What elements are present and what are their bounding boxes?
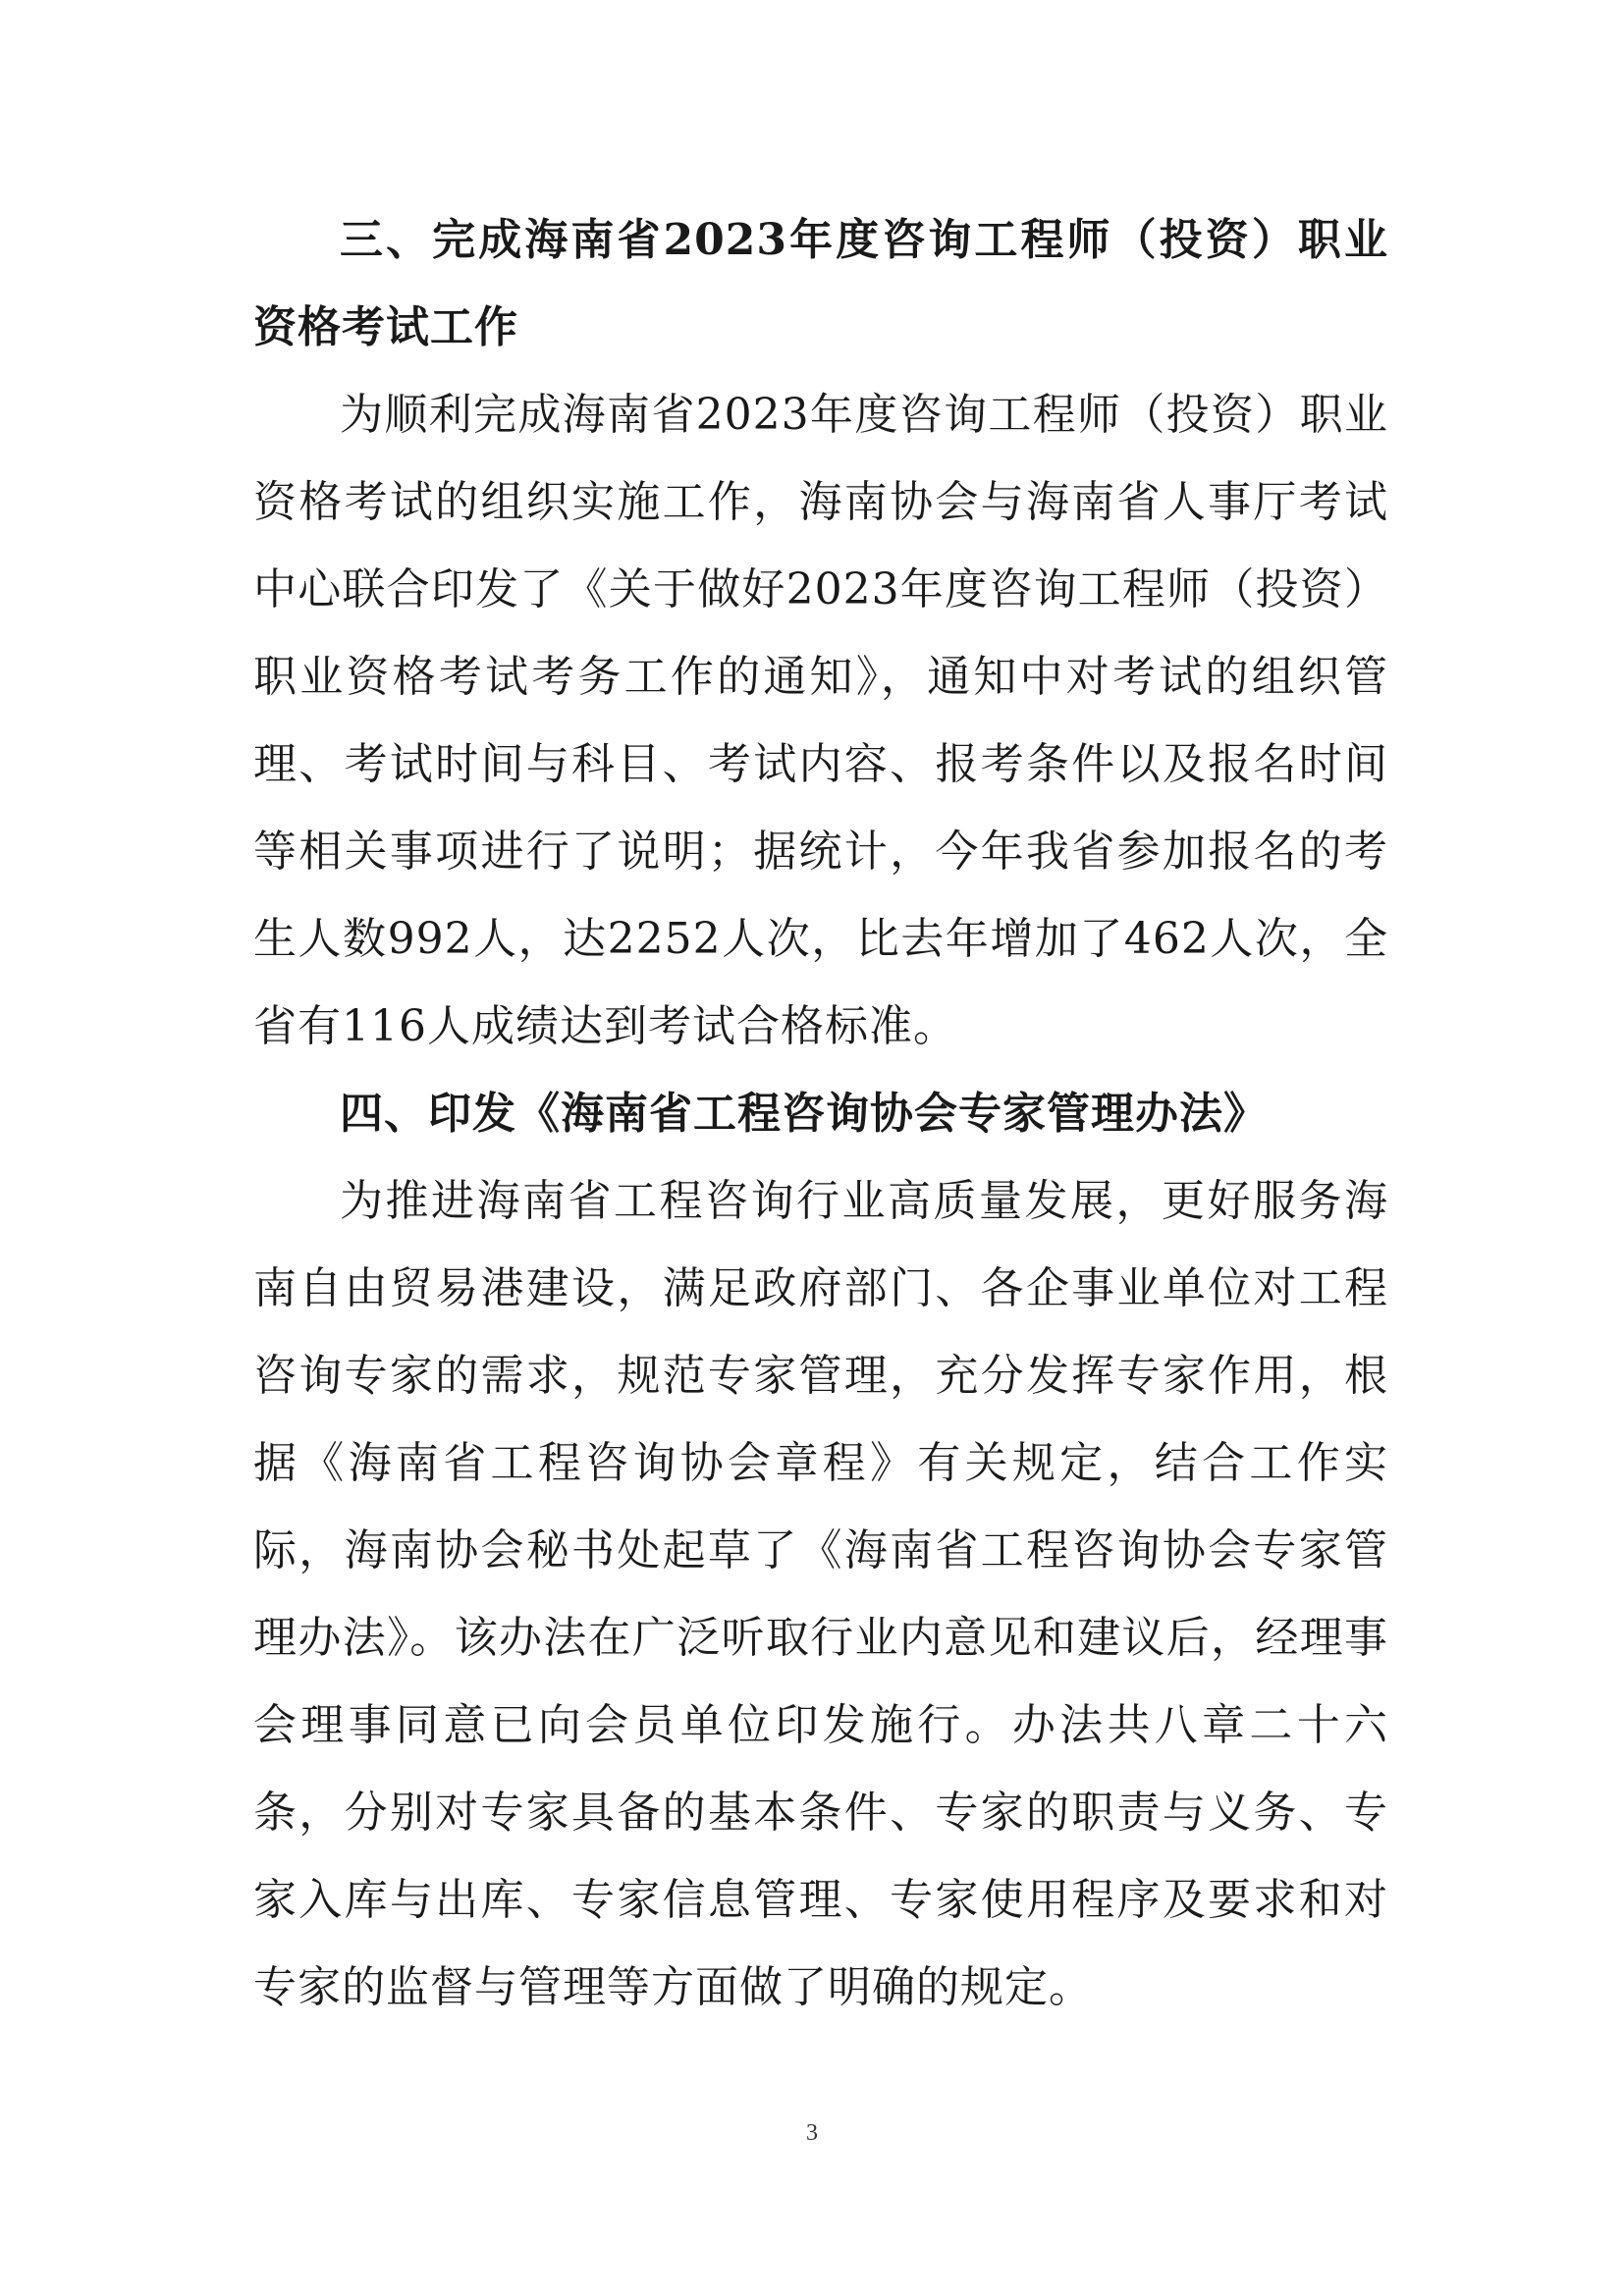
section-3-heading: 三、完成海南省2023年度咨询工程师（投资）职业资格考试工作	[253, 215, 1388, 352]
section-4-body: 为推进海南省工程咨询行业高质量发展，更好服务海南自由贸易港建设，满足政府部门、各企事业单位对工程咨询专家的需求，规范专家管理，充分发挥专家作用，根据《海南省工程咨询协会章程》有关规定，结合工作实际，海南协会秘书处起草了《海南省工程咨询协会专家管理办法》。该办法在广泛听取行业内意见和建议后，经理事会理事同意已向会员单位印发施行。办法共八章二十六条，分别对专家具备的基本条件、专家的职责与义务、专家入库与出库、专家信息管理、专家使用程序及要求和对专家的监督与管理等方面做了明确的规定。	[253, 1176, 1388, 2012]
section-3-body: 为顺利完成海南省2023年度咨询工程师（投资）职业资格考试的组织实施工作，海南协会与海南省人事厅考试中心联合印发了《关于做好2023年度咨询工程师（投资）职业资格考试考务工作的通知》，通知中对考试的组织管理、考试时间与科目、考试内容、报考条件以及报名时间等相关事项进行了说明；据统计，今年我省参加报名的考生人数992人，达2252人次，比去年增加了462人次，全省有116人成绩达到考试合格标准。	[253, 390, 1388, 1051]
page-number: 3	[806, 2120, 818, 2146]
page-content	[253, 196, 1388, 2031]
section-4-heading: 四、印发《海南省工程咨询协会专家管理办法》	[340, 1089, 1268, 1139]
